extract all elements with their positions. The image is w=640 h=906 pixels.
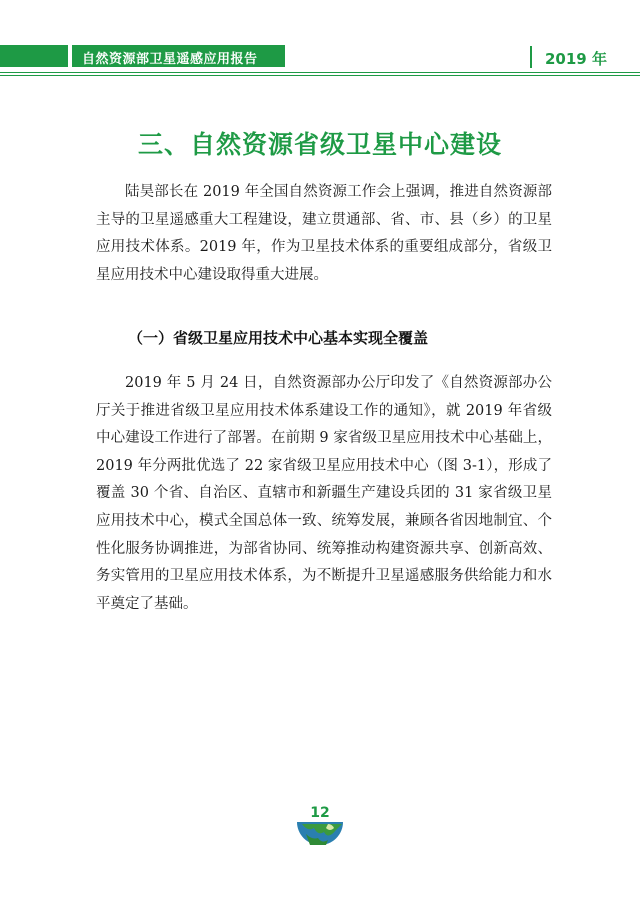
page-header bbox=[0, 36, 640, 84]
header-accent bbox=[68, 45, 72, 67]
page-footer bbox=[0, 800, 640, 860]
chapter-title: 三、自然资源省级卫星中心建设 bbox=[137, 130, 502, 159]
header-divider bbox=[530, 46, 532, 68]
intro-paragraph: 陆昊部长在 2019 年全国自然资源工作会上强调，推进自然资源部主导的卫星遥感重大工程建设，建立贯通部、省、市、县（乡）的卫星应用技术体系。2019 年，作为卫星技术体系的重要组成部分，省级卫星应用技术中心建设取得重大进展。 bbox=[96, 184, 552, 283]
earth-globe-icon bbox=[296, 822, 344, 846]
body-paragraph: 2019 年 5 月 24 日，自然资源部办公厅印发了《自然资源部办公厅关于推进省级卫星应用技术体系建设工作的通知》，就 2019 年省级中心建设工作进行了部署。在前期 9 家省级卫星应用技术中心基础上，2019 年分两批优选了 22 家省级卫星应用技术中心（图 3-1），形成了覆盖 30 个省、自治区、直辖市和新疆生产建设兵团的 31 家省级卫星应用技术中心，模式全国总体一致、统筹发展，兼顾各省因地制宜、个性化服务协调推进，为部省协同、统筹推动构建资源共享、创新高效、务实管用的卫星应用技术体系，为不断提升卫星遥感服务供给能力和水平奠定了基础。 bbox=[96, 375, 552, 612]
report-title: 自然资源部卫星遥感应用报告 bbox=[82, 52, 258, 67]
header-rule bbox=[0, 72, 640, 76]
page-number: 12 bbox=[310, 805, 330, 821]
report-year: 2019 年 bbox=[545, 50, 607, 68]
section-heading: （一）省级卫星应用技术中心基本实现全覆盖 bbox=[128, 329, 429, 347]
